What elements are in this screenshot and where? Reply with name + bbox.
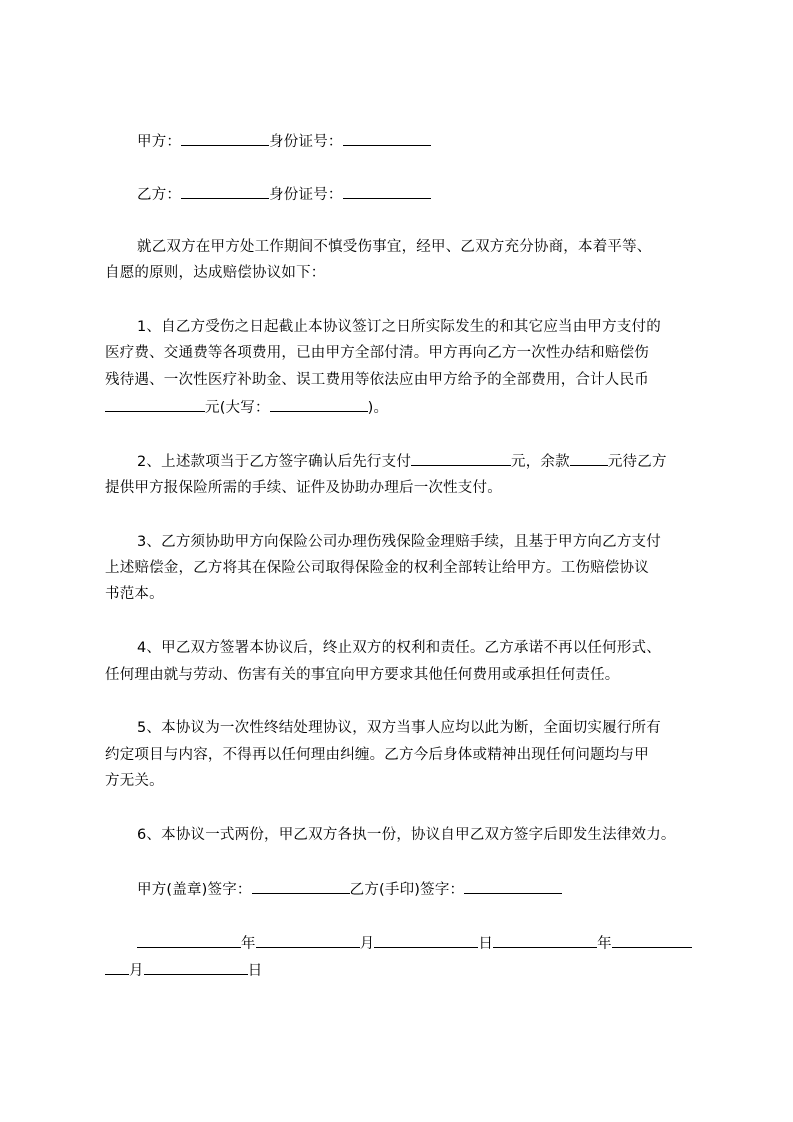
clause-2-text-c: 元待乙方	[607, 454, 667, 470]
clause-4-line-2: 任何理由就与劳动、伤害有关的事宜向甲方要求其他任何费用或承担任何责任。	[105, 667, 620, 683]
clause-6-line-1: 6、本协议一式两份，甲乙双方各执一份，协议自甲乙双方签字后即发生法律效力。	[137, 827, 676, 843]
party-b-month-blank-part1[interactable]	[612, 933, 692, 948]
party-b-signature-blank[interactable]	[464, 879, 562, 894]
clause-2-line-2: 提供甲方报保险所需的手续、证件及协助办理后一次性支付。	[105, 480, 502, 496]
party-a-year-blank[interactable]	[137, 933, 241, 948]
date-line-2	[105, 960, 262, 981]
clause-1-line-2: 医疗费、交通费等各项费用，已由甲方全部付清。甲方再向乙方一次性办结和赔偿伤	[105, 345, 649, 361]
party-a-month-blank[interactable]	[256, 933, 360, 948]
party-b-label: 乙方：	[137, 187, 182, 203]
signature-line	[137, 879, 562, 900]
clause-1-line-3: 残待遇、一次性医疗补助金、误工费用等依法应由甲方给予的全部费用，合计人民币	[105, 372, 649, 388]
day-label-b: 日	[247, 963, 263, 979]
year-label-b: 年	[597, 936, 612, 952]
month-label-b: 月	[129, 963, 144, 979]
clause-3-line-3: 书范本。	[105, 586, 164, 602]
clause-1-line-4	[105, 397, 388, 418]
party-a-name-blank[interactable]	[181, 131, 269, 146]
party-a-label: 甲方：	[137, 134, 182, 150]
clause-4-line-1: 4、甲乙双方签署本协议后，终止双方的权利和责任。乙方承诺不再以任何形式、	[137, 640, 661, 656]
date-line-1	[137, 933, 692, 954]
day-label-a: 日	[478, 936, 494, 952]
party-b-id-label: 身份证号：	[269, 187, 343, 203]
party-b-line	[137, 184, 431, 205]
clause-5-line-1: 5、本协议为一次性终结处理协议，双方当事人应均以此为断，全面切实履行所有	[137, 720, 661, 736]
clause-2-text-a: 2、上述款项当于乙方签字确认后先行支付	[137, 454, 412, 470]
clause-3-line-1: 3、乙方须协助甲方向保险公司办理伤残保险金理赔手续，且基于甲方向乙方支付	[137, 534, 661, 550]
clause-5-line-2: 约定项目与内容，不得再以任何理由纠缠。乙方今后身体或精神出现任何问题均与甲	[105, 747, 649, 763]
first-payment-blank[interactable]	[411, 451, 511, 466]
total-amount-label: 元(大写：	[205, 400, 270, 416]
clause-2-text-b: 元，余款	[511, 454, 570, 470]
total-amount-blank[interactable]	[105, 397, 205, 412]
clause-5-line-3: 方无关。	[105, 773, 164, 789]
party-b-day-blank[interactable]	[144, 960, 248, 975]
clause-3-line-2: 上述赔偿金，乙方将其在保险公司取得保险金的权利全部转让给甲方。工伤赔偿协议	[105, 560, 649, 576]
party-a-id-label: 身份证号：	[269, 134, 343, 150]
party-a-signature-blank[interactable]	[252, 879, 350, 894]
party-b-id-blank[interactable]	[343, 184, 431, 199]
balance-blank[interactable]	[570, 451, 608, 466]
party-a-id-blank[interactable]	[343, 131, 431, 146]
party-b-name-blank[interactable]	[181, 184, 269, 199]
party-b-signature-label: 乙方(手印)签字：	[349, 882, 465, 898]
year-label-a: 年	[241, 936, 256, 952]
party-a-day-blank[interactable]	[374, 933, 478, 948]
party-b-month-blank-part2[interactable]	[105, 960, 129, 975]
party-a-line	[137, 131, 431, 152]
total-amount-words-blank[interactable]	[270, 397, 368, 412]
party-b-year-blank[interactable]	[493, 933, 597, 948]
clause-1-line-1: 1、自乙方受伤之日起截止本协议签订之日所实际发生的和其它应当由甲方支付的	[137, 319, 661, 335]
intro-line-1: 就乙双方在甲方处工作期间不慎受伤事宜，经甲、乙双方充分协商，本着平等、	[137, 239, 652, 255]
clause-2-line-1	[137, 451, 667, 472]
intro-line-2: 自愿的原则，达成赔偿协议如下：	[105, 265, 326, 281]
party-a-signature-label: 甲方(盖章)签字：	[137, 882, 252, 898]
total-amount-close: )。	[367, 400, 389, 416]
month-label-a: 月	[359, 936, 375, 952]
